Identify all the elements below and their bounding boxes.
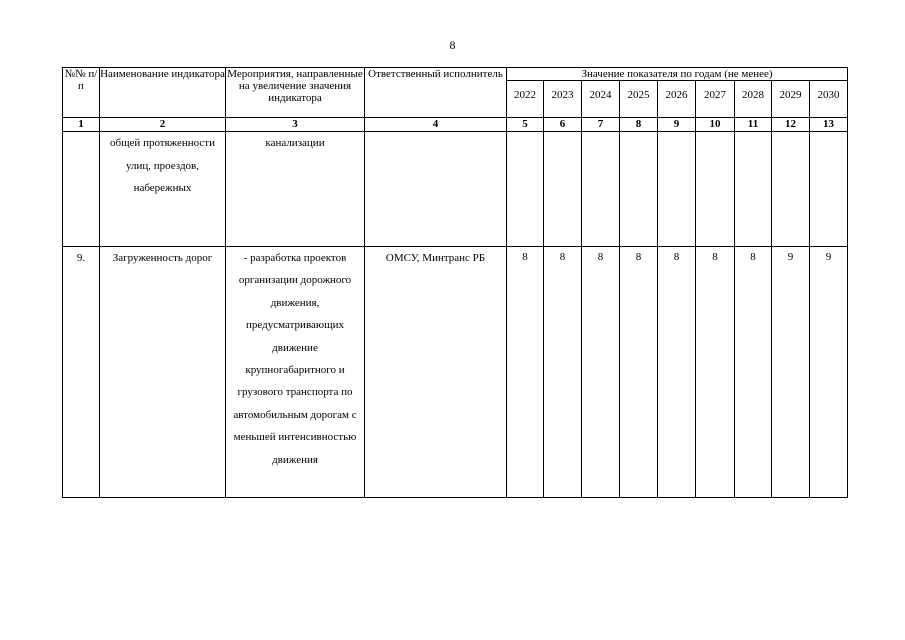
column-number: 10 [696, 118, 735, 132]
header-year: 2028 [735, 81, 772, 118]
column-number: 7 [582, 118, 620, 132]
header-year: 2025 [620, 81, 658, 118]
header-year: 2026 [658, 81, 696, 118]
row-indicator: общей протяженности улиц, проездов, набережных [100, 132, 226, 247]
column-number: 4 [365, 118, 507, 132]
row-num: 9. [63, 247, 100, 498]
row-value [582, 132, 620, 247]
header-num: №№ п/п [63, 68, 100, 118]
column-number: 2 [100, 118, 226, 132]
row-value: 8 [658, 247, 696, 498]
table-row [63, 132, 848, 247]
row-value: 9 [772, 247, 810, 498]
indicators-table [62, 67, 848, 498]
header-year: 2030 [810, 81, 848, 118]
row-executor [365, 132, 507, 247]
column-number: 9 [658, 118, 696, 132]
row-value [544, 132, 582, 247]
header-year: 2023 [544, 81, 582, 118]
column-number: 3 [226, 118, 365, 132]
header-years-title: Значение показателя по годам (не менее) [507, 68, 848, 81]
row-num [63, 132, 100, 247]
row-measures: - разработка проектов организации дорожного движения, предусматривающих движение крупногабаритного и грузового транспорта по автомобильным дорогам с меньшей интенсивностью движения [226, 247, 365, 498]
column-number: 12 [772, 118, 810, 132]
column-number: 11 [735, 118, 772, 132]
row-value: 8 [507, 247, 544, 498]
header-year: 2022 [507, 81, 544, 118]
header-year: 2029 [772, 81, 810, 118]
row-value: 9 [810, 247, 848, 498]
row-value: 8 [696, 247, 735, 498]
column-number: 8 [620, 118, 658, 132]
row-value: 8 [735, 247, 772, 498]
column-number: 1 [63, 118, 100, 132]
row-value: 8 [620, 247, 658, 498]
row-value: 8 [582, 247, 620, 498]
row-value: 8 [544, 247, 582, 498]
header-year: 2027 [696, 81, 735, 118]
header-indicator: Наименование индикатора [100, 68, 226, 118]
row-indicator: Загруженность дорог [100, 247, 226, 498]
row-value [735, 132, 772, 247]
row-value [658, 132, 696, 247]
page-number: 8 [449, 38, 456, 52]
row-value [810, 132, 848, 247]
header-executor: Ответственный исполнитель [365, 68, 507, 118]
column-number: 5 [507, 118, 544, 132]
row-value [772, 132, 810, 247]
header-measures: Мероприятия, направленные на увеличение значения индикатора [226, 68, 365, 118]
row-executor: ОМСУ, Минтранс РБ [365, 247, 507, 498]
row-value [507, 132, 544, 247]
column-number: 6 [544, 118, 582, 132]
row-measures: канализации [226, 132, 365, 247]
table-row [63, 247, 848, 498]
column-number: 13 [810, 118, 848, 132]
row-value [696, 132, 735, 247]
header-year: 2024 [582, 81, 620, 118]
row-value [620, 132, 658, 247]
